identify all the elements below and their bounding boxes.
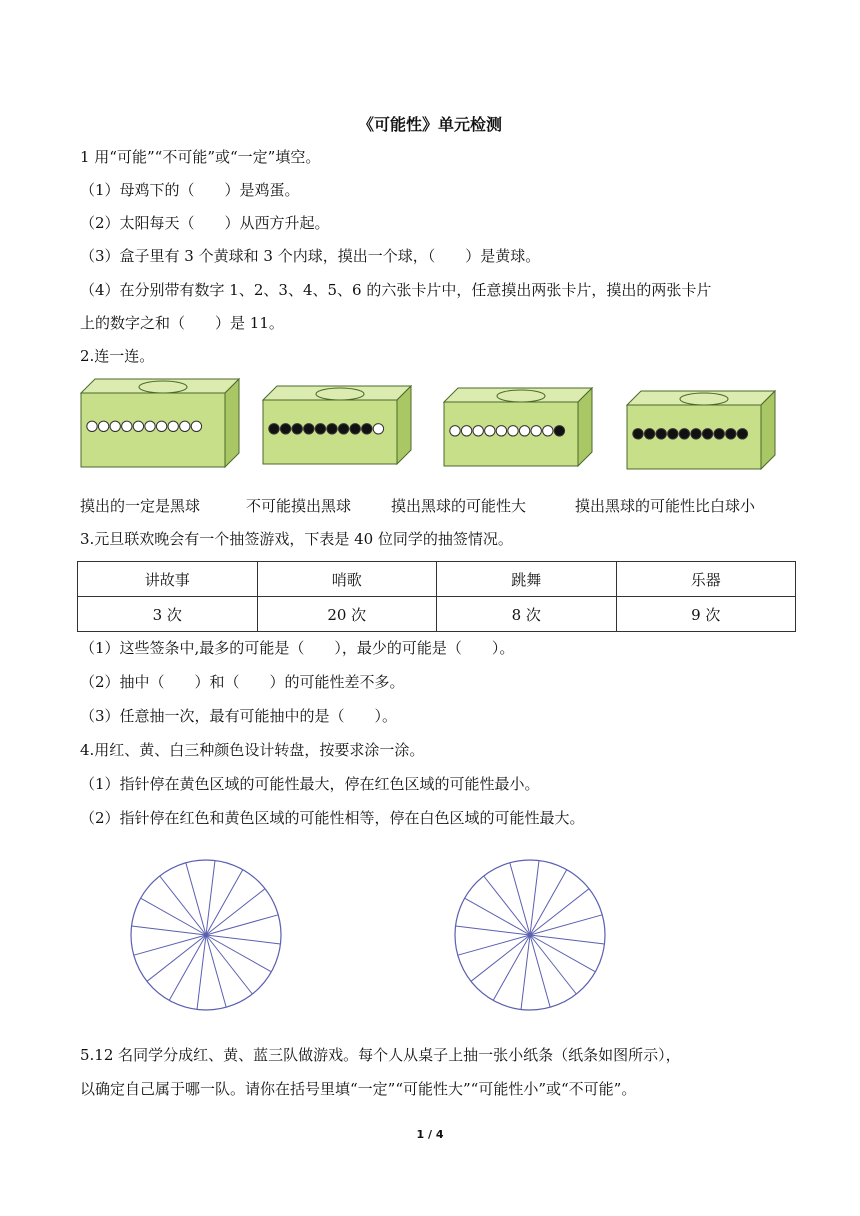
box-opening: [497, 390, 545, 402]
spinner-sector-line: [458, 935, 530, 955]
spinner-sector-line: [530, 935, 604, 944]
q3-item-1: （1）这些签条中,最多的可能是（ ），最少的可能是（ ）。: [80, 639, 515, 657]
black-ball: [644, 429, 654, 439]
spinner-sector-line: [521, 935, 530, 1009]
ball-box-4: [626, 390, 776, 470]
white-ball: [191, 421, 201, 431]
white-ball: [461, 426, 471, 436]
spinner-sector-line: [134, 935, 206, 955]
q1-item-2: （2）太阳每天（ ）从西方升起。: [80, 214, 330, 232]
box-side-face: [397, 386, 411, 464]
black-ball: [338, 424, 348, 434]
spinner-center: [204, 933, 208, 937]
spinner-sector-line: [530, 915, 602, 935]
spinner-sector-line: [206, 935, 252, 994]
black-ball: [304, 424, 314, 434]
spinner-sector-line: [132, 926, 206, 935]
spinner-center: [528, 933, 532, 937]
black-ball: [362, 424, 372, 434]
white-ball: [98, 421, 108, 431]
box-label-1: 摸出的一定是黑球: [80, 497, 201, 515]
spinner-sector-line: [147, 935, 206, 981]
q1-item-4: （4）在分别带有数字 1、2、3、4、5、6 的六张卡片中，任意摸出两张卡片，摸出的两张卡片: [80, 281, 712, 299]
black-ball: [679, 429, 689, 439]
q1-item-3: （3）盒子里有 3 个黄球和 3 个内球，摸出一个球，（ ）是黄球。: [80, 247, 541, 265]
black-ball: [702, 429, 712, 439]
spinner-sector-line: [206, 870, 243, 935]
black-ball: [327, 424, 337, 434]
spinner-sector-line: [186, 863, 206, 935]
box-label-4: 摸出黑球的可能性比白球小: [575, 497, 756, 515]
white-ball: [110, 421, 120, 431]
table-row: [78, 597, 796, 632]
q1-item-1: （1）母鸡下的（ ）是鸡蛋。: [80, 181, 300, 199]
white-ball: [168, 421, 178, 431]
black-ball: [315, 424, 325, 434]
q5-line-1: 5.12 名同学分成红、黄、蓝三队做游戏。每个人从桌子上抽一张小纸条（纸条如图所示），: [80, 1046, 681, 1064]
spinner-sector-line: [206, 915, 278, 935]
black-ball: [656, 429, 666, 439]
box-opening: [680, 393, 728, 405]
q3-item-3: （3）任意抽一次，最有可能抽中的是（ ）。: [80, 707, 398, 725]
page-number: 1 / 4: [416, 1128, 444, 1141]
black-ball: [280, 424, 290, 434]
table-header-cell: 哨歌: [257, 562, 437, 597]
spinner-sector-line: [456, 926, 530, 935]
spinner-sector-line: [530, 935, 576, 994]
spinner-sector-line: [530, 861, 539, 935]
white-ball: [519, 426, 529, 436]
spinner-sector-line: [484, 876, 530, 935]
box-opening: [316, 388, 364, 400]
q4-item-2: （2）指针停在红色和黄色区域的可能性相等，停在白色区域的可能性最大。: [80, 809, 585, 827]
white-ball: [508, 426, 518, 436]
white-ball: [87, 421, 97, 431]
black-ball: [691, 429, 701, 439]
white-ball: [122, 421, 132, 431]
black-ball: [633, 429, 643, 439]
box-opening: [139, 381, 187, 393]
spinner-sector-line: [471, 935, 530, 981]
spinner-sector-line: [206, 935, 280, 944]
table-cell: 20 次: [257, 597, 437, 632]
spinner-sector-line: [493, 935, 530, 1000]
table-header-row: [78, 562, 796, 597]
white-ball: [133, 421, 143, 431]
black-ball: [737, 429, 747, 439]
ball-box-3: [443, 387, 593, 467]
white-ball: [531, 426, 541, 436]
table-cell: 9 次: [616, 597, 796, 632]
q1-item-4-cont: 上的数字之和（ ）是 11。: [80, 314, 284, 332]
spinner-sector-line: [530, 889, 589, 935]
white-ball: [145, 421, 155, 431]
white-ball: [543, 426, 553, 436]
q4-heading: 4.用红、黄、白三种颜色设计转盘，按要求涂一涂。: [80, 741, 425, 759]
black-ball: [350, 424, 360, 434]
spinner-2: [450, 845, 610, 1025]
table-header-cell: 乐器: [616, 562, 796, 597]
white-ball: [496, 426, 506, 436]
black-ball: [269, 424, 279, 434]
spinner-sector-line: [510, 863, 530, 935]
white-ball: [485, 426, 495, 436]
table-header-cell: 跳舞: [437, 562, 617, 597]
table-header-cell: 讲故事: [78, 562, 258, 597]
box-side-face: [225, 379, 239, 467]
spinner-sector-line: [530, 935, 550, 1007]
spinner-sector-line: [197, 935, 206, 1009]
box-label-3: 摸出黑球的可能性大: [391, 497, 527, 515]
spinner-sector-line: [206, 889, 265, 935]
white-ball: [473, 426, 483, 436]
q4-item-1: （1）指针停在黄色区域的可能性最大，停在红色区域的可能性最小。: [80, 775, 540, 793]
black-ball: [668, 429, 678, 439]
page-title: 《可能性》单元检测: [357, 115, 502, 134]
spinner-1: [126, 845, 286, 1025]
spinner-sector-line: [206, 935, 226, 1007]
spinner-sector-line: [169, 935, 206, 1000]
white-ball: [450, 426, 460, 436]
spinner-sector-line: [465, 898, 530, 935]
white-ball: [156, 421, 166, 431]
spinner-sector-line: [206, 861, 215, 935]
table-cell: 8 次: [437, 597, 617, 632]
ball-box-1: [80, 378, 240, 468]
white-ball: [180, 421, 190, 431]
spinner-sector-line: [160, 876, 206, 935]
ball-box-2: [262, 385, 412, 465]
q3-item-2: （2）抽中（ ）和（ ）的可能性差不多。: [80, 673, 405, 691]
box-label-2: 不可能摸出黑球: [246, 497, 352, 515]
spinner-sector-line: [206, 935, 271, 972]
spinner-sector-line: [530, 870, 567, 935]
spinner-sector-line: [530, 935, 595, 972]
white-ball: [373, 424, 383, 434]
black-ball: [554, 426, 564, 436]
q1-heading: 1 用“可能”“不可能”或“一定”填空。: [80, 148, 321, 166]
table-cell: 3 次: [78, 597, 258, 632]
q2-heading: 2.连一连。: [80, 347, 155, 365]
box-side-face: [761, 391, 775, 469]
box-side-face: [578, 388, 592, 466]
spinner-sector-line: [141, 898, 206, 935]
q5-line-2: 以确定自己属于哪一队。请你在括号里填“一定”“可能性大”“可能性小”或“不可能”。: [80, 1080, 637, 1098]
black-ball: [292, 424, 302, 434]
draw-results-table: [77, 561, 796, 632]
black-ball: [726, 429, 736, 439]
black-ball: [714, 429, 724, 439]
q3-heading: 3.元旦联欢晚会有一个抽签游戏，下表是 40 位同学的抽签情况。: [80, 530, 513, 548]
